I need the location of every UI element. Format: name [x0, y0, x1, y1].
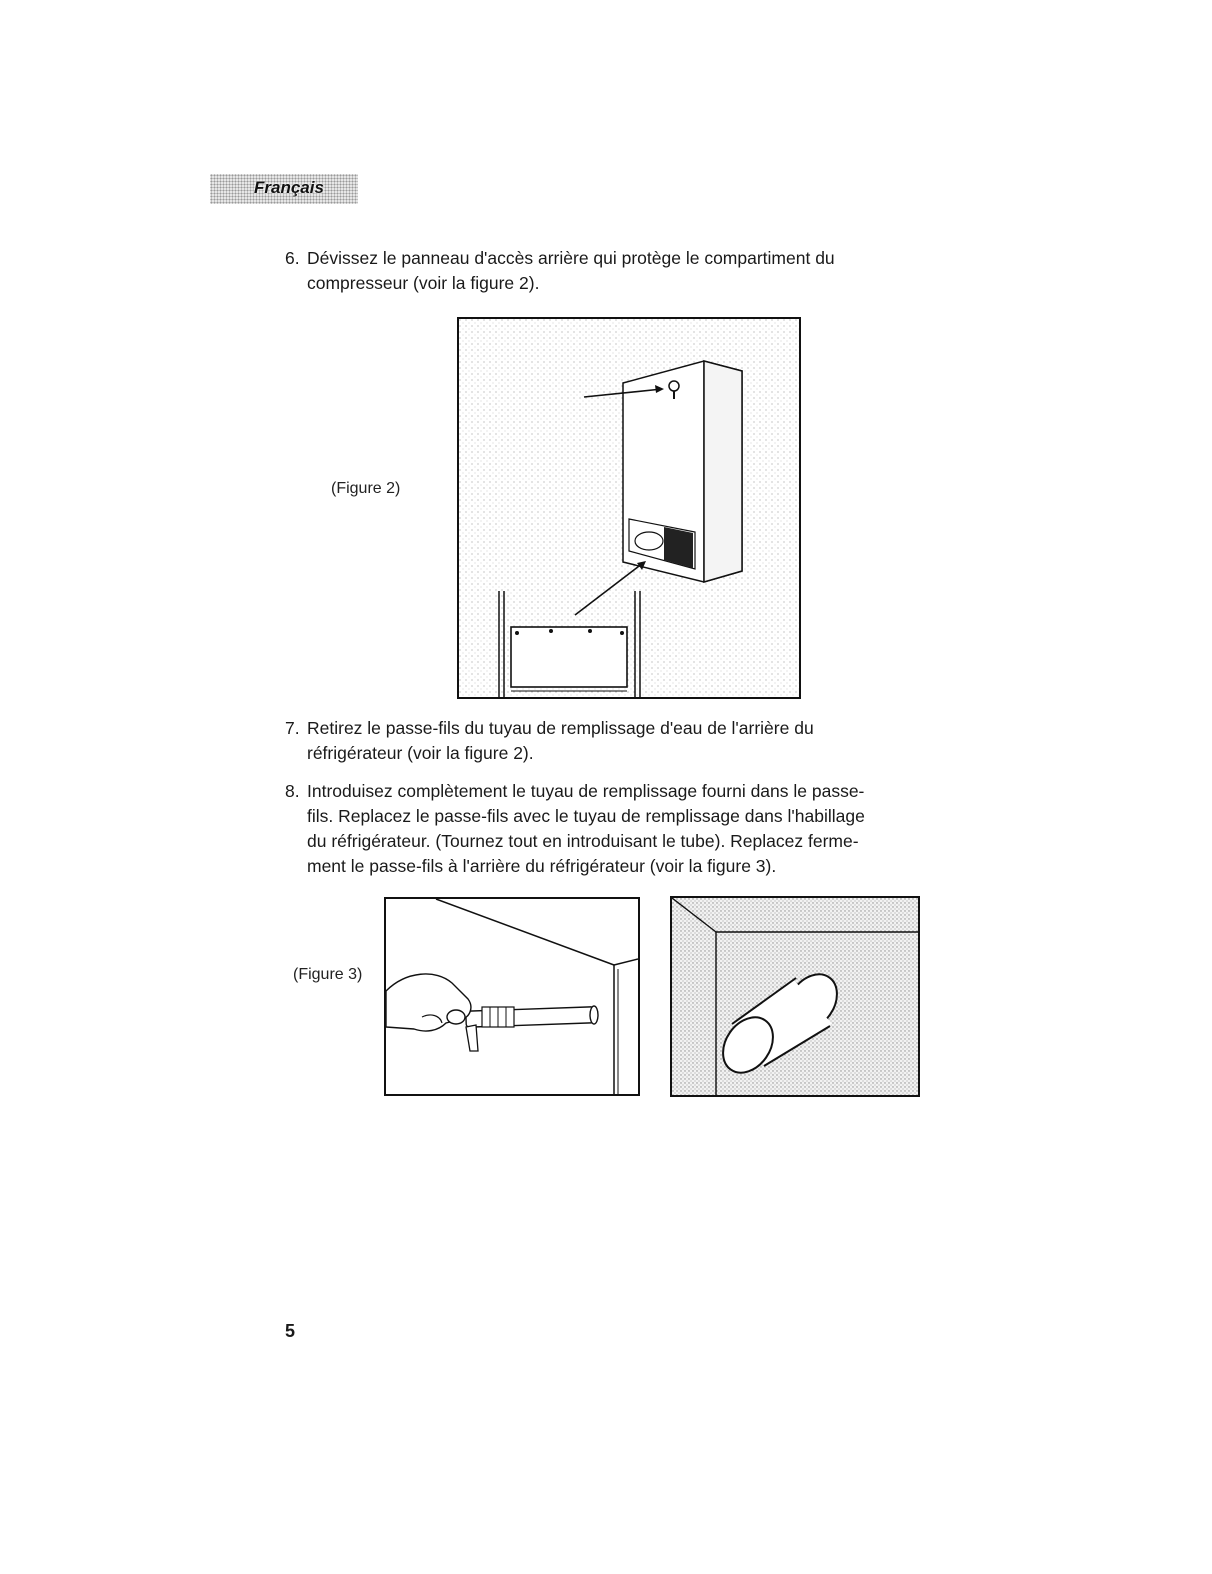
- figure-3-grommet-illustration: [670, 896, 920, 1097]
- refrigerator-back-diagram: [459, 319, 799, 697]
- page-number: 5: [285, 1321, 296, 1341]
- step-text-line: du réfrigérateur. (Tournez tout en introduisant le tube). Replacez ferme-: [307, 831, 859, 851]
- step-8: [285, 779, 945, 883]
- figure-2-illustration: [457, 317, 801, 699]
- step-number: 7.: [285, 718, 300, 738]
- step-text-line: ment le passe-fils à l'arrière du réfrigérateur (voir la figure 3).: [307, 856, 777, 876]
- step-7: [285, 716, 925, 768]
- figure-3-caption: (Figure 3): [293, 966, 363, 983]
- step-text-line: fils. Replacez le passe-fils avec le tuyau de remplissage dans l'habillage: [307, 806, 865, 826]
- step-number: 8.: [285, 781, 300, 801]
- step-text-line: Introduisez complètement le tuyau de remplissage fourni dans le passe-: [307, 781, 865, 801]
- step-text-line: compresseur (voir la figure 2).: [307, 273, 540, 293]
- step-text-line: réfrigérateur (voir la figure 2).: [307, 743, 534, 763]
- step-text-line: Dévissez le panneau d'accès arrière qui protège le compartiment du: [307, 248, 835, 268]
- language-label: Français: [254, 178, 324, 197]
- hand-inserting-tube-diagram: [386, 899, 638, 1094]
- step-6: [285, 246, 925, 298]
- figure-3-hand-illustration: [384, 897, 640, 1096]
- grommet-closeup-diagram: [672, 898, 918, 1095]
- figure-2-caption: (Figure 2): [331, 480, 401, 497]
- step-text-line: Retirez le passe-fils du tuyau de remplissage d'eau de l'arrière du: [307, 718, 814, 738]
- language-badge: [210, 174, 358, 204]
- step-number: 6.: [285, 248, 300, 268]
